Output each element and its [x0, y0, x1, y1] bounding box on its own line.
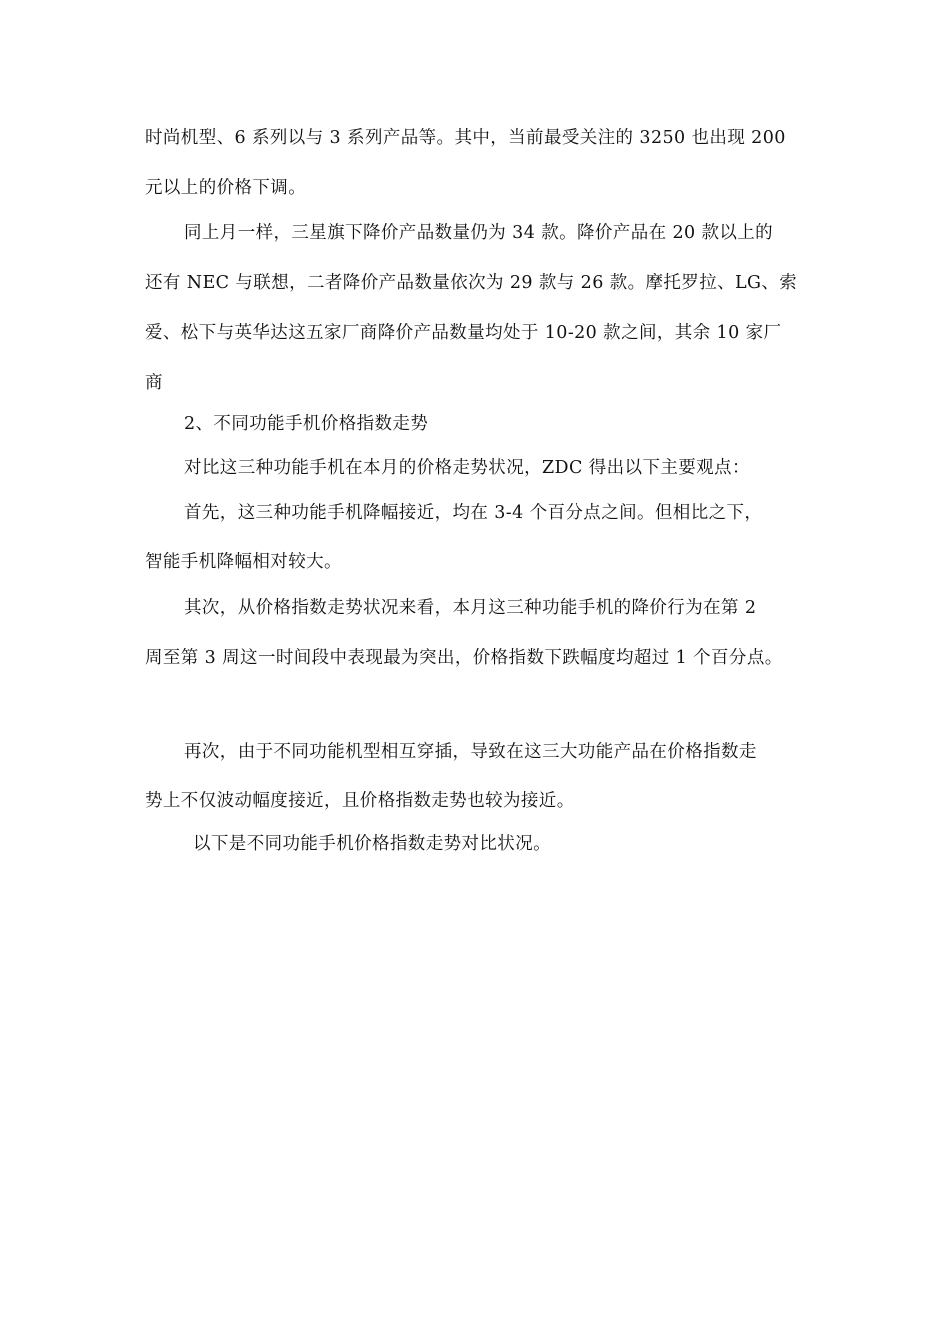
paragraph-line: 商: [145, 373, 163, 393]
paragraph-line: 再次，由于不同功能机型相互穿插，导致在这三大功能产品在价格指数走: [184, 742, 757, 762]
paragraph-line: 爱、松下与英华达这五家厂商降价产品数量均处于 10-20 款之间，其余 10 家厂: [145, 323, 782, 343]
paragraph-line: 以下是不同功能手机价格指数走势对比状况。: [193, 834, 551, 854]
paragraph-line: 同上月一样，三星旗下降价产品数量仍为 34 款。降价产品在 20 款以上的: [184, 223, 774, 243]
paragraph-line: 还有 NEC 与联想，二者降价产品数量依次为 29 款与 26 款。摩托罗拉、LG、索: [145, 273, 798, 293]
paragraph-line: 其次，从价格指数走势状况来看，本月这三种功能手机的降价行为在第 2: [184, 598, 757, 618]
paragraph-line: 周至第 3 周这一时间段中表现最为突出，价格指数下跌幅度均超过 1 个百分点。: [145, 648, 783, 668]
section-heading: 2、不同功能手机价格指数走势: [184, 414, 429, 434]
paragraph-line: 势上不仅波动幅度接近，且价格指数走势也较为接近。: [145, 791, 575, 811]
paragraph-line: 智能手机降幅相对较大。: [145, 552, 342, 572]
paragraph-line: 元以上的价格下调。: [145, 178, 307, 198]
paragraph-line: 对比这三种功能手机在本月的价格走势状况，ZDC 得出以下主要观点：: [184, 458, 750, 478]
paragraph-line: 首先，这三种功能手机降幅接近，均在 3-4 个百分点之间。但相比之下，: [184, 503, 763, 523]
paragraph-line: 时尚机型、6 系列以与 3 系列产品等。其中，当前最受关注的 3250 也出现 200: [145, 128, 786, 148]
